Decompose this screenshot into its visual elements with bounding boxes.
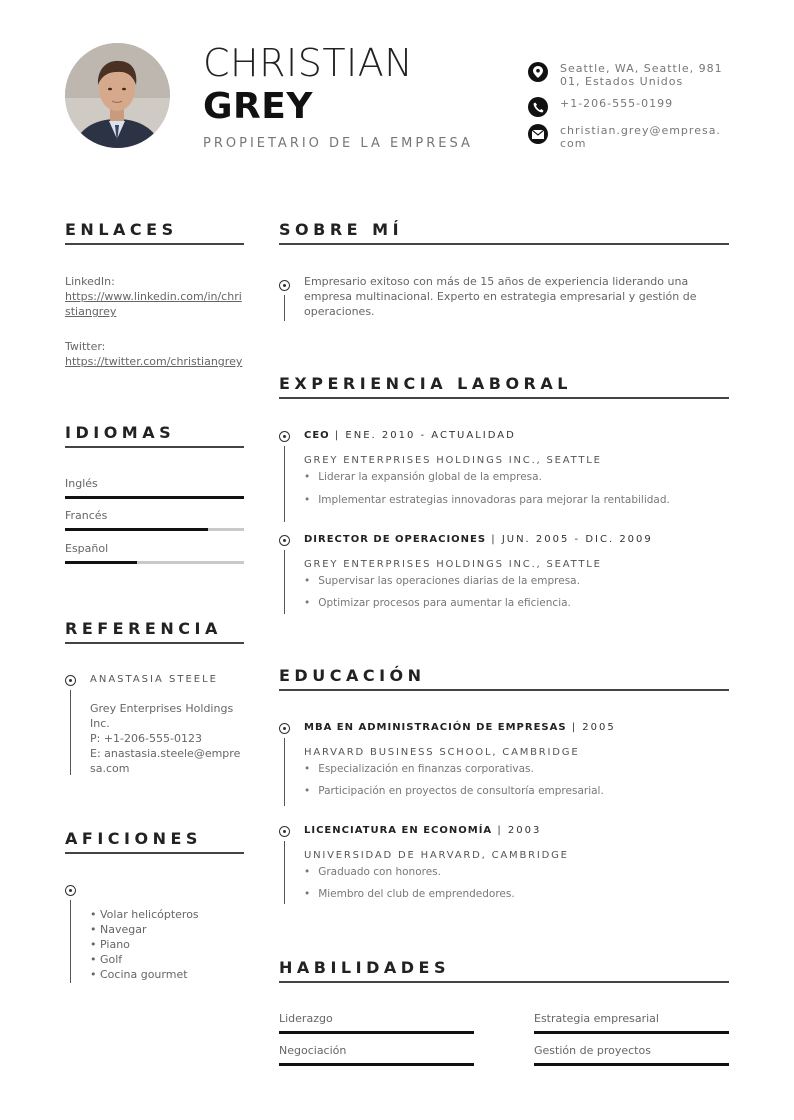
timeline-line <box>284 841 285 904</box>
email-text: christian.grey@empresa.com <box>560 124 721 150</box>
education-year: 2005 <box>582 722 616 733</box>
linkedin-link[interactable]: https://www.linkedin.com/in/christiangrey <box>65 290 242 318</box>
experience-bullet: • Supervisar las operaciones diarias de la empresa. <box>304 575 580 587</box>
education-school: UNIVERSIDAD DE HARVARD, CAMBRIDGE <box>304 850 569 861</box>
timeline-dot-icon <box>65 885 76 896</box>
education-degree: MBA EN ADMINISTRACIÓN DE EMPRESAS <box>304 722 567 733</box>
language-name: Inglés <box>65 477 98 490</box>
timeline-dot-icon <box>65 675 76 686</box>
education-year: 2003 <box>507 825 542 836</box>
reference-name: ANASTASIA STEELE <box>90 674 218 685</box>
timeline-dot-icon <box>279 826 290 837</box>
hobby-item: • Golf <box>90 953 123 966</box>
map-pin-icon <box>528 62 548 82</box>
reference-email: E: anastasia.steele@empresa.com <box>90 747 241 775</box>
skill-item <box>279 1044 474 1066</box>
skills-divider <box>279 981 729 983</box>
skill-name: Liderazgo <box>279 1012 333 1025</box>
skill-item <box>534 1044 729 1066</box>
twitter-entry <box>65 339 244 369</box>
hobby-item: • Volar helicópteros <box>90 908 199 921</box>
experience-role: CEO <box>304 430 330 441</box>
twitter-label: Twitter: <box>65 340 106 353</box>
language-level-bar <box>65 561 244 564</box>
education-title: MBA EN ADMINISTRACIÓN DE EMPRESAS | 2005 <box>304 722 616 733</box>
timeline-line <box>284 446 285 522</box>
phone-icon <box>528 97 548 117</box>
timeline-dot-icon <box>279 723 290 734</box>
last-name: GREY <box>203 86 313 127</box>
hobbies-list <box>90 907 199 982</box>
timeline-dot-icon <box>279 535 290 546</box>
education-heading: EDUCACIÓN <box>279 666 426 685</box>
education-bullet: • Graduado con honores. <box>304 866 441 878</box>
experience-dates: JUN. 2005 - DIC. 2009 <box>501 534 653 545</box>
languages-divider <box>65 446 244 448</box>
skill-bar <box>534 1031 729 1034</box>
envelope-icon <box>528 124 548 144</box>
phone-text: +1-206-555-0199 <box>560 97 674 110</box>
twitter-link[interactable]: https://twitter.com/christiangrey <box>65 355 243 368</box>
reference-company: Grey Enterprises Holdings Inc. <box>90 702 234 730</box>
address-text: Seattle, WA, Seattle, 98101, Estados Unidos <box>560 62 723 88</box>
timeline-line <box>284 738 285 806</box>
education-degree: LICENCIATURA EN ECONOMÍA <box>304 825 493 836</box>
hobby-item: • Cocina gourmet <box>90 968 188 981</box>
contact-phone <box>528 97 728 117</box>
experience-bullet: • Liderar la expansión global de la empresa. <box>304 471 542 483</box>
about-heading: SOBRE MÍ <box>279 220 404 239</box>
language-level-bar <box>65 528 244 531</box>
skill-bar <box>279 1031 474 1034</box>
language-level-fill <box>65 496 244 499</box>
reference-heading: REFERENCIA <box>65 619 222 638</box>
experience-divider <box>279 397 729 399</box>
skills-heading: HABILIDADES <box>279 958 450 977</box>
about-divider <box>279 243 729 245</box>
skill-name: Negociación <box>279 1044 347 1057</box>
experience-dates: ENE. 2010 - ACTUALIDAD <box>345 430 516 441</box>
experience-title: DIRECTOR DE OPERACIONES | JUN. 2005 - DIC. 2009 <box>304 534 653 545</box>
hobby-item: • Piano <box>90 938 130 951</box>
experience-bullet: • Implementar estrategias innovadoras para mejorar la rentabilidad. <box>304 494 670 506</box>
hobbies-divider <box>65 852 244 854</box>
experience-company: GREY ENTERPRISES HOLDINGS INC., SEATTLE <box>304 455 602 466</box>
links-divider <box>65 243 244 245</box>
skill-bar <box>534 1063 729 1066</box>
timeline-dot-icon <box>279 431 290 442</box>
timeline-line <box>70 690 71 775</box>
experience-role: DIRECTOR DE OPERACIONES <box>304 534 487 545</box>
education-school: HARVARD BUSINESS SCHOOL, CAMBRIDGE <box>304 747 580 758</box>
education-title: LICENCIATURA EN ECONOMÍA | 2003 <box>304 825 542 836</box>
languages-heading: IDIOMAS <box>65 423 176 442</box>
about-text: Empresario exitoso con más de 15 años de experiencia liderando una empresa multinacional. Experto en estrategia empresarial y gestión de operaciones. <box>304 275 697 318</box>
education-bullet: • Especialización en finanzas corporativas. <box>304 763 534 775</box>
experience-company: GREY ENTERPRISES HOLDINGS INC., SEATTLE <box>304 559 602 570</box>
profile-photo <box>65 43 170 148</box>
reference-divider <box>65 642 244 644</box>
skill-name: Estrategia empresarial <box>534 1012 659 1025</box>
experience-bullet: • Optimizar procesos para aumentar la eficiencia. <box>304 597 571 609</box>
hobbies-heading: AFICIONES <box>65 829 202 848</box>
linkedin-label: LinkedIn: <box>65 275 115 288</box>
experience-heading: EXPERIENCIA LABORAL <box>279 374 572 393</box>
links-heading: ENLACES <box>65 220 178 239</box>
timeline-dot-icon <box>279 280 290 291</box>
experience-title: CEO | ENE. 2010 - ACTUALIDAD <box>304 430 516 441</box>
education-bullet: • Participación en proyectos de consultoría empresarial. <box>304 785 604 797</box>
timeline-line <box>284 295 285 321</box>
language-level-fill <box>65 561 137 564</box>
language-level-fill <box>65 528 208 531</box>
job-title: PROPIETARIO DE LA EMPRESA <box>203 136 473 151</box>
language-item-english <box>65 477 244 499</box>
skill-item <box>534 1012 729 1034</box>
education-bullet: • Miembro del club de emprendedores. <box>304 888 515 900</box>
reference-details <box>90 701 246 776</box>
linkedin-entry <box>65 274 244 319</box>
reference-phone: P: +1-206-555-0123 <box>90 732 202 745</box>
skill-bar <box>279 1063 474 1066</box>
first-name: CHRISTIAN <box>203 41 414 85</box>
hobby-item: • Navegar <box>90 923 147 936</box>
contact-address <box>528 62 728 88</box>
skill-item <box>279 1012 474 1034</box>
education-divider <box>279 689 729 691</box>
language-name: Francés <box>65 509 108 522</box>
timeline-line <box>70 900 71 983</box>
language-level-bar <box>65 496 244 499</box>
skill-name: Gestión de proyectos <box>534 1044 651 1057</box>
language-item-french <box>65 509 244 531</box>
language-item-spanish <box>65 542 244 564</box>
timeline-line <box>284 550 285 614</box>
contact-email <box>528 124 728 150</box>
language-name: Español <box>65 542 109 555</box>
